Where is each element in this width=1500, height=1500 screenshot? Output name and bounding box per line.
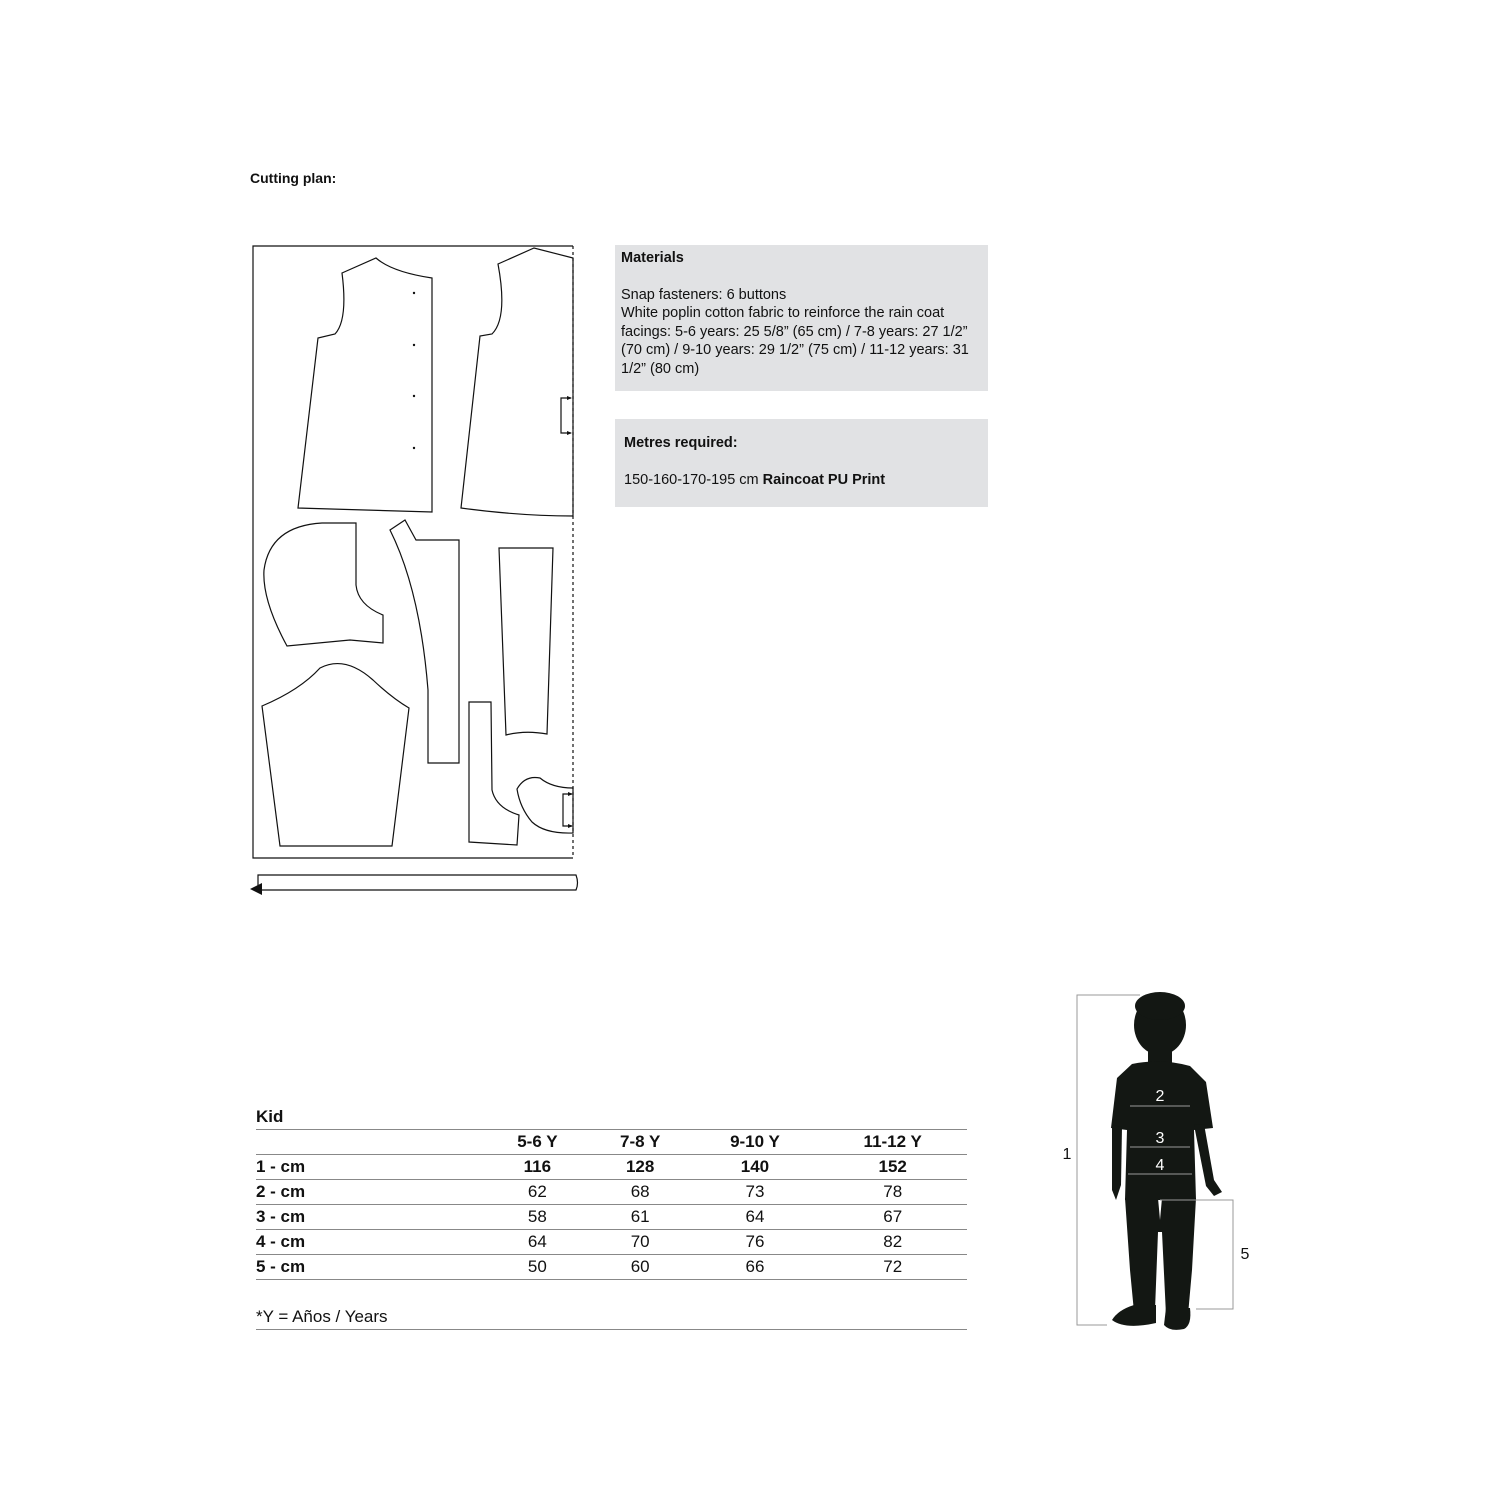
child-silhouette — [1111, 992, 1222, 1330]
row-label: 3 - cm — [256, 1205, 486, 1230]
hood-piece — [264, 523, 383, 646]
materials-fasteners: Snap fasteners: 6 buttons — [621, 286, 787, 303]
table-row — [256, 1230, 967, 1255]
column-header: 7-8 Y — [589, 1130, 692, 1155]
materials-heading: Materials — [621, 250, 684, 266]
cell: 152 — [818, 1155, 967, 1180]
fabric-outline — [253, 246, 573, 858]
measure-label-1: 1 — [1062, 1146, 1072, 1163]
cell: 64 — [692, 1205, 819, 1230]
front-piece — [298, 258, 432, 512]
cell: 68 — [589, 1180, 692, 1205]
cell: 62 — [486, 1180, 589, 1205]
table-row — [256, 1180, 967, 1205]
measure-label-5: 5 — [1240, 1246, 1250, 1263]
back-piece — [461, 248, 573, 516]
facing-piece — [390, 520, 459, 763]
table-footnote: *Y = Años / Years — [256, 1304, 967, 1330]
sleeve-piece — [262, 664, 409, 846]
grain-arrow — [258, 875, 578, 890]
column-header: 5-6 Y — [486, 1130, 589, 1155]
materials-fabric: White poplin cotton fabric to reinforce the rain coat facings: 5-6 years: 25 5/8” (65 cm) / 7-8 years: 27 1/2” (70 cm) / 9-10 years: 29 1/2” (75 cm) / 11-12 years: 31 1/2” (80 cm) — [621, 305, 969, 377]
cell: 82 — [818, 1230, 967, 1255]
strip-piece — [499, 548, 553, 735]
cell: 50 — [486, 1255, 589, 1280]
cell: 67 — [818, 1205, 967, 1230]
size-table — [256, 1105, 967, 1330]
metres-fabric: Raincoat PU Print — [762, 471, 886, 488]
cell: 64 — [486, 1230, 589, 1255]
table-row — [256, 1255, 967, 1280]
cell: 61 — [589, 1205, 692, 1230]
row-label: 2 - cm — [256, 1180, 486, 1205]
table-header-row — [256, 1130, 967, 1155]
fold-bracket-top — [561, 398, 571, 433]
pocket-piece — [469, 702, 519, 845]
metres-value — [624, 471, 979, 490]
cell: 66 — [692, 1255, 819, 1280]
cell: 128 — [589, 1155, 692, 1180]
cell: 116 — [486, 1155, 589, 1180]
column-header: 11-12 Y — [818, 1130, 967, 1155]
cell: 73 — [692, 1180, 819, 1205]
measure-label-4: 4 — [1155, 1157, 1165, 1174]
table-row — [256, 1205, 967, 1230]
measure-label-3: 3 — [1155, 1130, 1165, 1147]
row-label: 5 - cm — [256, 1255, 486, 1280]
column-header: 9-10 Y — [692, 1130, 819, 1155]
table-row — [256, 1155, 967, 1180]
cell: 70 — [589, 1230, 692, 1255]
collar-piece — [517, 777, 573, 833]
child-silhouette-figure — [1050, 985, 1270, 1335]
cutting-plan-diagram — [245, 240, 585, 900]
page-title: Cutting plan: — [250, 170, 337, 186]
row-label: 1 - cm — [256, 1155, 486, 1180]
fold-bracket-bottom — [563, 794, 572, 826]
metres-box — [615, 419, 988, 507]
cell: 78 — [818, 1180, 967, 1205]
cell: 58 — [486, 1205, 589, 1230]
metres-amount: 150-160-170-195 cm — [624, 471, 759, 488]
cell: 76 — [692, 1230, 819, 1255]
materials-box — [615, 245, 988, 391]
cell: 60 — [589, 1255, 692, 1280]
cell: 72 — [818, 1255, 967, 1280]
measure-label-2: 2 — [1155, 1088, 1165, 1105]
cell: 140 — [692, 1155, 819, 1180]
row-label: 4 - cm — [256, 1230, 486, 1255]
size-table-title: Kid — [256, 1107, 284, 1126]
metres-heading: Metres required: — [624, 435, 738, 451]
